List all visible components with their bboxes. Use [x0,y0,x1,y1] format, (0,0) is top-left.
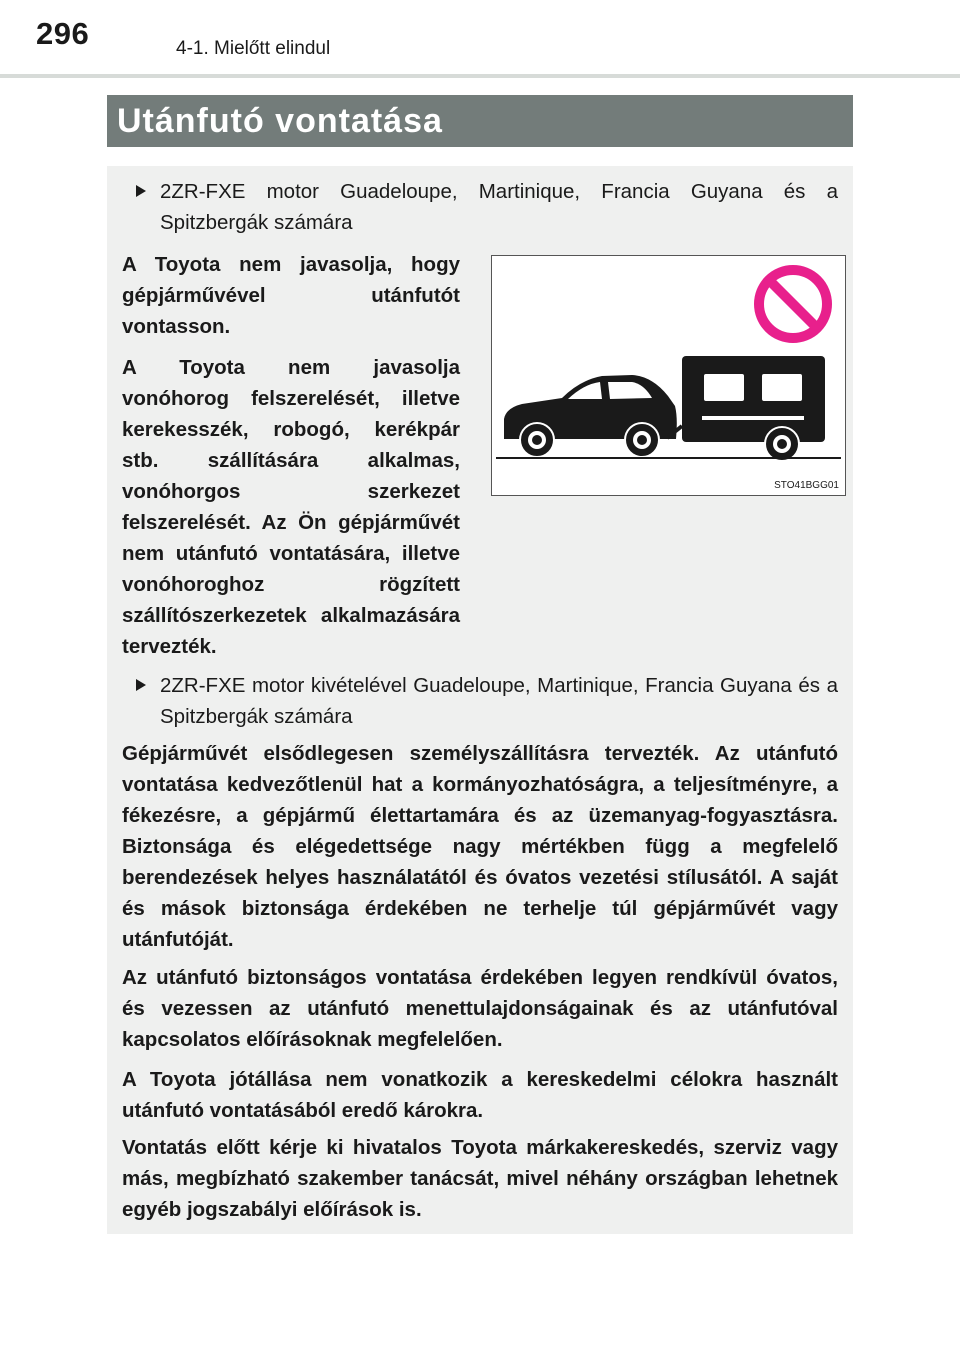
page-number: 296 [36,16,90,51]
condition-1 [136,176,838,238]
trailer-icon [667,356,825,461]
triangle-bullet-icon [136,185,146,197]
towing-prohibited-illustration [492,256,845,495]
condition-2 [136,670,838,732]
section-title: Utánfutó vontatása [107,95,853,147]
paragraph-3: Gépjárművét elsődlegesen személyszállításra tervezték. Az utánfutó vontatása kedvezőtlenül hat a kormányozhatóságra, a teljesítményre, a fékezésre, a gépjármű élettartamára és az üzemanyag-fogyasztásra. Biztonsága és elégedettsége nagy mértékben függ a megfelelő berendezések helyes használatától és óvatos vezetési stílusától. A saját és mások biztonsága érdekében ne terhelje túl gépjárművét vagy utánfutóját. [122,742,838,951]
header-rule [0,74,960,78]
illustration [491,255,846,496]
figure-code: STO41BGG01 [774,480,839,491]
condition-2-text: 2ZR-FXE motor kivételével Guadeloupe, Martinique, Francia Guyana és a Spitzbergák számára [160,674,838,728]
paragraph-1: A Toyota nem javasolja, hogy gépjárművével utánfutót vontasson. [122,253,460,338]
paragraph-4: Az utánfutó biztonságos vontatása érdekében legyen rendkívül óvatos, és vezessen az utánfutó menettulajdonságainak és az utánfutóval kapcsolatos előírásoknak megfelelően. [122,966,838,1051]
chapter-label: 4-1. Mielőtt elindul [176,38,331,59]
condition-1-text: 2ZR-FXE motor Guadeloupe, Martinique, Francia Guyana és a Spitzbergák számára [160,180,838,234]
triangle-bullet-icon [136,679,146,691]
paragraph-6: Vontatás előtt kérje ki hivatalos Toyota márkakereskedés, szerviz vagy más, megbízható szakember tanácsát, mivel néhány országban lehetnek egyéb jogszabályi előírások is. [122,1136,838,1221]
car-icon [504,375,677,457]
paragraph-5: A Toyota jótállása nem vonatkozik a kereskedelmi célokra használt utánfutó vontatásából eredő károkra. [122,1068,838,1122]
paragraph-2: A Toyota nem javasolja vonóhorog felszerelését, illetve kerekesszék, robogó, kerékpár stb. szállítására alkalmas, vonóhorgos szerkezet felszerelését. Az Ön gépjárművét nem utánfutó vontatására, illetve vonóhoroghoz rögzített szállítószerkezetek alkalmazására tervezték. [122,356,460,658]
prohibited-icon [759,270,827,338]
